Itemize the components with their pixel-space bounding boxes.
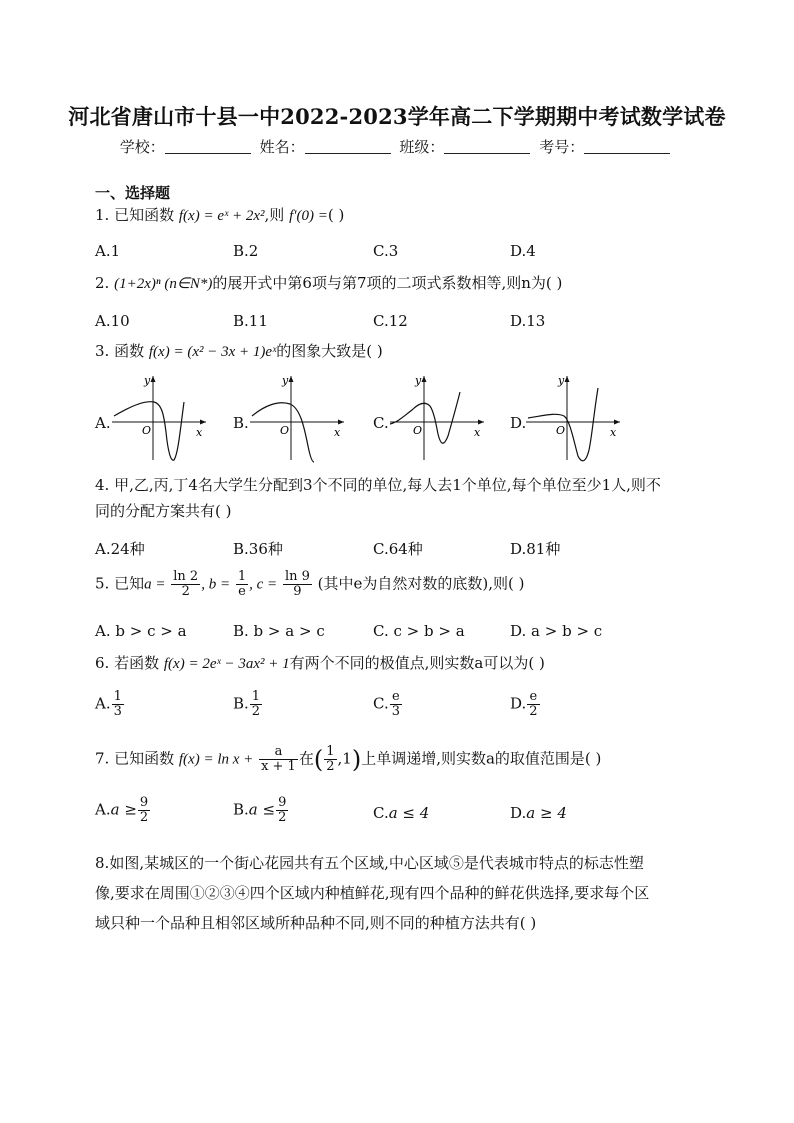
question-5 <box>95 570 705 599</box>
q6-text-b: 有两个不同的极值点,则实数a可以为( ) <box>289 654 545 672</box>
q6-c-label: C. <box>373 694 389 713</box>
question-6 <box>95 650 705 677</box>
q7-a-fraction <box>138 796 150 825</box>
x-label: x <box>474 426 481 439</box>
q8-line-2: 像,要求在周围①②③④四个区域内种植鲜花,现有四个品种的鲜花供选择,要求每个区 <box>95 884 650 902</box>
q6-b-fraction <box>250 690 262 719</box>
question-3 <box>95 338 705 365</box>
q5-a-fraction <box>171 570 200 599</box>
q1-formula2: f′(0) = <box>289 208 328 224</box>
q5-c-num: ln 9 <box>284 569 310 584</box>
x-arrow <box>338 420 344 425</box>
q4-number: 4. <box>95 476 110 494</box>
q3-graph-d[interactable] <box>522 372 622 464</box>
q6-c-den: 3 <box>391 704 400 719</box>
q7-number: 7. <box>95 749 110 768</box>
exam-number-label: 考号： <box>539 138 585 156</box>
x-label: x <box>196 426 203 439</box>
q7-interval-fraction <box>324 745 336 774</box>
q6-d-num: e <box>527 690 539 705</box>
q5-c-eq: , c = <box>249 576 278 593</box>
q7-b-den: 2 <box>278 810 287 825</box>
q6-text-a: 若函数 <box>114 654 160 672</box>
q1-text-a: 已知函数 <box>114 206 175 224</box>
q2-option-a[interactable]: A.10 <box>95 312 130 330</box>
q4-line-1 <box>95 472 705 498</box>
q6-c-num: e <box>390 690 402 705</box>
q7-formula-a: f(x) = ln x + <box>178 751 254 768</box>
q7-text-a: 已知函数 <box>114 749 175 768</box>
x-arrow <box>200 420 206 425</box>
q7-c-rel: a ≤ 4 <box>388 804 430 822</box>
q2-text: 的展开式中第6项与第7项的二项式系数相等,则n为( ) <box>212 274 563 292</box>
q7-d-rel: a ≥ 4 <box>526 804 567 822</box>
question-4 <box>95 472 705 524</box>
q6-a-label: A. <box>95 694 111 713</box>
q3-graph-b[interactable] <box>246 372 346 464</box>
q7-int-num: 1 <box>326 744 335 759</box>
q6-b-num: 1 <box>251 689 261 704</box>
q8-line-3: 域只种一个品种且相邻区域所种品种不同,则不同的种植方法共有( ) <box>95 914 537 932</box>
q5-b-eq: , b = <box>201 576 231 593</box>
q7-b-num: 9 <box>278 795 287 810</box>
q1-formula: f(x) = eˣ + 2x² <box>178 208 265 224</box>
q7-option-b[interactable] <box>233 796 289 825</box>
q3-option-a[interactable]: A. <box>95 414 111 432</box>
class-blank[interactable] <box>444 139 530 154</box>
q7-int-den: 2 <box>326 759 335 774</box>
q3-text-a: 函数 <box>114 342 145 360</box>
q5-option-c[interactable]: C. c > b > a <box>373 622 465 640</box>
q6-formula: f(x) = 2eˣ − 3ax² + 1 <box>163 656 290 672</box>
q3-graph-c[interactable] <box>386 372 486 464</box>
question-1 <box>95 202 705 229</box>
q6-d-label: D. <box>510 694 527 713</box>
q6-a-num: 1 <box>113 689 122 704</box>
q4-option-a[interactable]: A.24种 <box>95 540 145 558</box>
q6-option-b[interactable] <box>233 690 263 719</box>
q7-a-den: 2 <box>139 810 149 825</box>
q2-option-c[interactable]: C.12 <box>373 312 408 330</box>
q6-c-fraction <box>390 690 402 719</box>
q6-a-den: 3 <box>113 704 122 719</box>
q5-c-den: 9 <box>293 584 302 599</box>
q8-number: 8. <box>95 854 110 872</box>
q5-a-den: 2 <box>181 584 190 599</box>
section-heading: 一、选择题 <box>95 184 171 202</box>
q4-option-c[interactable]: C.64种 <box>373 540 423 558</box>
q8-line-1 <box>95 848 705 878</box>
class-label: 班级： <box>399 138 445 156</box>
q6-option-c[interactable] <box>373 690 403 719</box>
y-label: y <box>558 374 565 387</box>
q7-option-a[interactable] <box>95 796 151 825</box>
q7-d-label: D. <box>510 804 527 822</box>
q5-number: 5. <box>95 574 110 593</box>
q7-int-end: ,1 <box>337 749 352 768</box>
origin-label: O <box>142 424 152 437</box>
q7-option-c[interactable] <box>373 804 429 822</box>
q7-a-num: 9 <box>139 795 149 810</box>
origin-label: O <box>413 424 423 437</box>
q6-option-a[interactable] <box>95 690 125 719</box>
question-2 <box>95 270 705 297</box>
x-arrow <box>478 420 484 425</box>
q7-b-rel: a ≤ <box>248 800 276 819</box>
q3-formula: f(x) = (x² − 3x + 1)eˣ <box>148 344 277 360</box>
origin-label: O <box>280 424 290 437</box>
x-label: x <box>610 426 617 439</box>
q2-option-b[interactable]: B.11 <box>233 312 268 330</box>
q5-a-eq: a = <box>144 576 166 593</box>
question-7 <box>95 745 705 774</box>
y-label: y <box>144 374 151 387</box>
q1-text-c: ( ) <box>327 206 345 224</box>
q2-formula: (1+2x)ⁿ (n∈N*) <box>114 276 213 292</box>
q7-frac-den: x + 1 <box>261 759 296 774</box>
q5-option-b[interactable]: B. b > a > c <box>233 622 325 640</box>
q8-text-1: 如图,某城区的一个街心花园共有五个区域,中心区域⑤是代表城市特点的标志性塑 <box>109 854 644 872</box>
q4-option-d[interactable]: D.81种 <box>510 540 561 558</box>
q4-text-1: 甲,乙,丙,丁4名大学生分配到3个不同的单位,每人去1个单位,每个单位至少1人,则不 <box>114 476 661 494</box>
q6-d-fraction <box>527 690 539 719</box>
q6-a-fraction <box>112 690 124 719</box>
q5-text-b: (其中e为自然对数的底数),则( ) <box>317 574 525 593</box>
q7-b-fraction <box>276 796 288 825</box>
q5-b-num: 1 <box>237 569 247 584</box>
q7-text-b: 在 <box>298 749 314 768</box>
q3-option-c[interactable]: C. <box>373 414 389 432</box>
q1-option-a[interactable]: A.1 <box>95 242 121 260</box>
q3-option-b[interactable]: B. <box>233 414 249 432</box>
q1-option-c[interactable]: C.3 <box>373 242 399 260</box>
q2-option-d[interactable]: D.13 <box>510 312 546 330</box>
x-label: x <box>334 426 341 439</box>
q1-option-b[interactable]: B.2 <box>233 242 259 260</box>
name-label: 姓名： <box>259 138 305 156</box>
q7-b-label: B. <box>233 800 249 819</box>
school-blank[interactable] <box>165 139 251 154</box>
q5-option-a[interactable]: A. b > c > a <box>95 622 187 640</box>
q5-a-num: ln 2 <box>173 569 199 584</box>
q1-text-b: ,则 <box>264 206 285 224</box>
q7-frac-num: a <box>259 745 298 760</box>
question-8 <box>95 848 705 938</box>
q7-right-paren: ) <box>351 745 362 774</box>
q6-b-den: 2 <box>251 704 261 719</box>
q3-option-d[interactable]: D. <box>510 414 527 432</box>
y-label: y <box>415 374 422 387</box>
curve-c <box>390 392 460 443</box>
q3-graph-a[interactable] <box>108 372 208 464</box>
q3-number: 3. <box>95 342 110 360</box>
exam-title: 河北省唐山市十县一中2022-2023学年高二下学期期中考试数学试卷 <box>68 104 726 129</box>
q7-fraction <box>259 745 298 774</box>
q4-option-b[interactable]: B.36种 <box>233 540 283 558</box>
q6-b-label: B. <box>233 694 249 713</box>
q5-b-fraction <box>236 570 248 599</box>
q6-option-d[interactable] <box>510 690 541 719</box>
q1-option-d[interactable]: D.4 <box>510 242 536 260</box>
q7-text-c: 上单调递增,则实数a的取值范围是( ) <box>361 749 602 768</box>
x-arrow <box>614 420 620 425</box>
q7-a-label: A. <box>95 800 111 819</box>
q7-left-paren: ( <box>313 745 324 774</box>
exam-number-blank[interactable] <box>584 139 670 154</box>
q5-c-fraction <box>283 570 312 599</box>
q7-option-d[interactable] <box>510 804 567 822</box>
q7-c-label: C. <box>373 804 389 822</box>
q3-text-b: 的图象大致是( ) <box>276 342 383 360</box>
q6-number: 6. <box>95 654 110 672</box>
q2-number: 2. <box>95 274 110 292</box>
q5-option-d[interactable]: D. a > b > c <box>510 622 603 640</box>
y-arrow <box>151 376 156 382</box>
q7-a-rel: a ≥ <box>110 800 137 819</box>
q5-b-den: e <box>238 584 246 599</box>
y-label: y <box>282 374 289 387</box>
origin-label: O <box>556 424 566 437</box>
q6-d-den: 2 <box>529 704 538 719</box>
y-arrow <box>289 376 294 382</box>
student-info-line <box>0 136 794 157</box>
q4-line-2: 同的分配方案共有( ) <box>95 502 232 520</box>
q1-number: 1. <box>95 206 110 224</box>
school-label: 学校： <box>119 138 165 156</box>
name-blank[interactable] <box>305 139 391 154</box>
q5-text-a: 已知 <box>114 574 145 593</box>
y-arrow <box>565 376 570 382</box>
y-arrow <box>422 376 427 382</box>
